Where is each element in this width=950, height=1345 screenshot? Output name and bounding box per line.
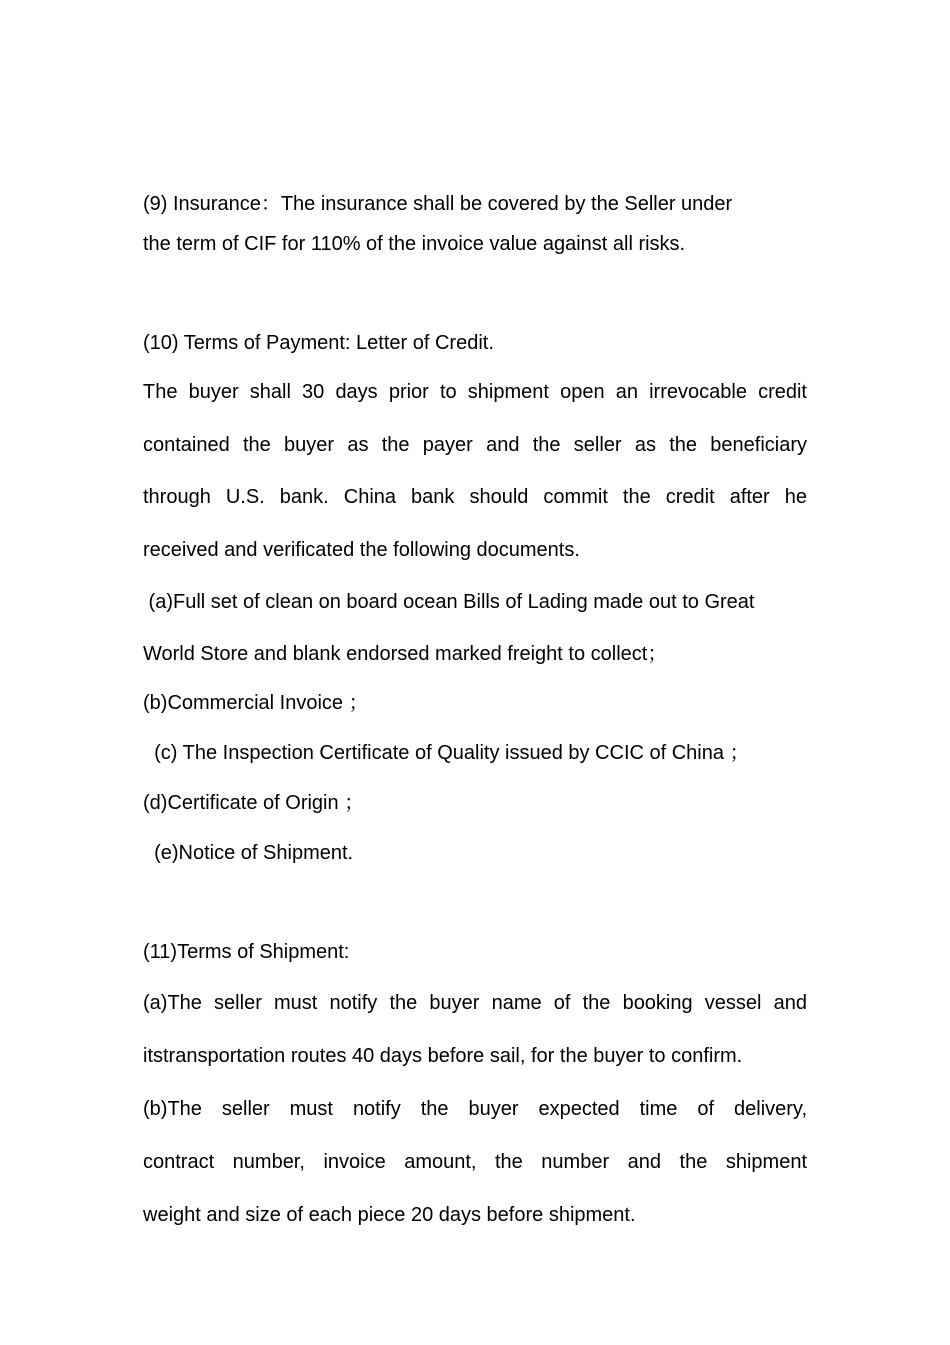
insurance-line-2: the term of CIF for 110% of the invoice value against all risks. (143, 233, 686, 255)
payment-para-line-2: contained the buyer as the payer and the seller as the beneficiary (143, 434, 807, 456)
shipment-b-line-1: (b)The seller must notify the buyer expected time of delivery, (143, 1098, 807, 1120)
document-a-line-2: World Store and blank endorsed marked freight to collect； (143, 643, 668, 665)
shipment-heading: (11)Terms of Shipment: (143, 941, 350, 963)
shipment-b-line-3: weight and size of each piece 20 days before shipment. (143, 1204, 636, 1226)
shipment-b-line-2: contract number, invoice amount, the number and the shipment (143, 1151, 807, 1173)
document-e: (e)Notice of Shipment. (143, 842, 354, 864)
payment-heading: (10) Terms of Payment: Letter of Credit. (143, 332, 494, 354)
shipment-a-line-2: itstransportation routes 40 days before sail, for the buyer to confirm. (143, 1045, 743, 1067)
document-c: (c) The Inspection Certificate of Quality issued by CCIC of China ； (143, 742, 750, 764)
document-d: (d)Certificate of Origin ； (143, 792, 365, 814)
payment-para-line-3: through U.S. bank. China bank should commit the credit after he (143, 486, 807, 508)
insurance-line-1: (9) Insurance：The insurance shall be covered by the Seller under (143, 193, 733, 215)
shipment-a-line-1: (a)The seller must notify the buyer name of the booking vessel and (143, 992, 807, 1014)
payment-para-line-4: received and verificated the following documents. (143, 539, 580, 561)
document-b: (b)Commercial Invoice ； (143, 692, 369, 714)
payment-para-line-1: The buyer shall 30 days prior to shipment open an irrevocable credit (143, 381, 807, 403)
document-a-line-1: (a)Full set of clean on board ocean Bills of Lading made out to Great (143, 591, 755, 613)
